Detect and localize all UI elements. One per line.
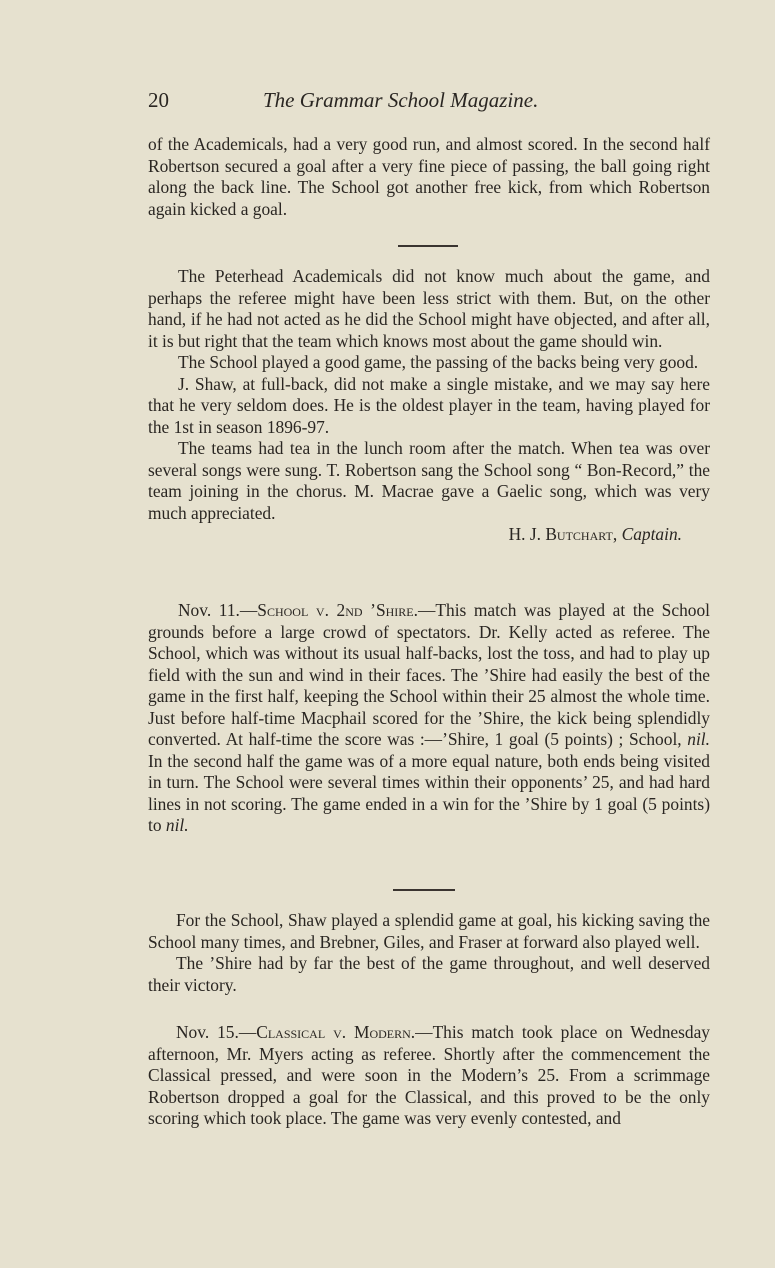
- paragraph: The ’Shire had by far the best of the game throughout, and well deserved their victory.: [148, 953, 710, 995]
- report-date: Nov. 15.—: [176, 1022, 257, 1042]
- match-report-continued: [148, 134, 710, 220]
- paragraph: The teams had tea in the lunch room after the match. When tea was over several songs were sung. T. Robertson sang the School song “ Bon-Record,” the team joining in the chorus. M. Macrae gave a Gaelic song, which was very much appreciated.: [148, 438, 710, 523]
- match-report-classical: [148, 1022, 710, 1130]
- paragraph: Nov. 15.—Classical v. Modern.—This match took place on Wednesday afternoon, Mr. Myers acting as referee. Shortly after the commencement the Classical pressed, and were soon in the Modern’s 25. From a scrimmage Robertson dropped a goal for the Classical, and this proved to be the only scoring which took place. The game was very evenly contested, and: [148, 1022, 710, 1128]
- paragraph: Nov. 11.—School v. 2nd ’Shire.—This match was played at the School grounds before a large crowd of spectators. Dr. Kelly acted as referee. The School, which was without its usual half-backs, lost the toss, and had to play up field with the sun and wind in their faces. The ’Shire had easily the best of the game in the first half, keeping the School within their 25 almost the whole time. Just before half-time Macphail scored for the ’Shire, the kick being splendidly converted. At half-time the score was :—’Shire, 1 goal (5 points) ; School, nil. In the second half the game was of a more equal nature, both ends being visited in turn. The School were several times within their opponents’ 25, and had hard lines in not scoring. The game ended in a win for the ’Shire by 1 goal (5 points) to nil.: [148, 600, 710, 835]
- paragraph: The Peterhead Academicals did not know much about the game, and perhaps the referee might have been less strict with them. But, on the other hand, if he had not acted as he did the School might have objected, and after all, it is but right that the team which knows most about the game should win.: [148, 266, 710, 351]
- signature: [148, 524, 710, 546]
- paragraph: J. Shaw, at full-back, did not make a single mistake, and we may say here that he very seldom does. He is the oldest player in the team, having played for the 1st in season 1896-97.: [148, 373, 710, 437]
- page-number: 20: [148, 88, 169, 112]
- paragraph: of the Academicals, had a very good run, and almost scored. In the second half Robertson secured a goal after a very fine piece of passing, the ball going right along the back line. The School got another free kick, from which Robertson again kicked a goal.: [148, 134, 710, 219]
- signature-role: Captain.: [621, 524, 682, 544]
- section-divider: [393, 889, 455, 891]
- section-divider: [398, 245, 458, 247]
- magazine-title: The Grammar School Magazine.: [263, 88, 539, 112]
- match-report-shire: [148, 600, 710, 837]
- match-heading: School v. 2nd ’Shire.: [257, 600, 418, 620]
- report-date: Nov. 11.—: [178, 600, 258, 620]
- paragraph: The School played a good game, the passing of the backs being very good.: [178, 352, 699, 372]
- match-heading: Classical v. Modern.: [256, 1022, 416, 1042]
- paragraph: For the School, Shaw played a splendid game at goal, his kicking saving the School many times, and Brebner, Giles, and Fraser at forward also played well.: [148, 910, 710, 952]
- shire-commentary: [148, 910, 710, 996]
- signature-name: H. J. Butchart,: [508, 524, 618, 544]
- running-header: [148, 88, 708, 116]
- match-commentary: [148, 266, 710, 546]
